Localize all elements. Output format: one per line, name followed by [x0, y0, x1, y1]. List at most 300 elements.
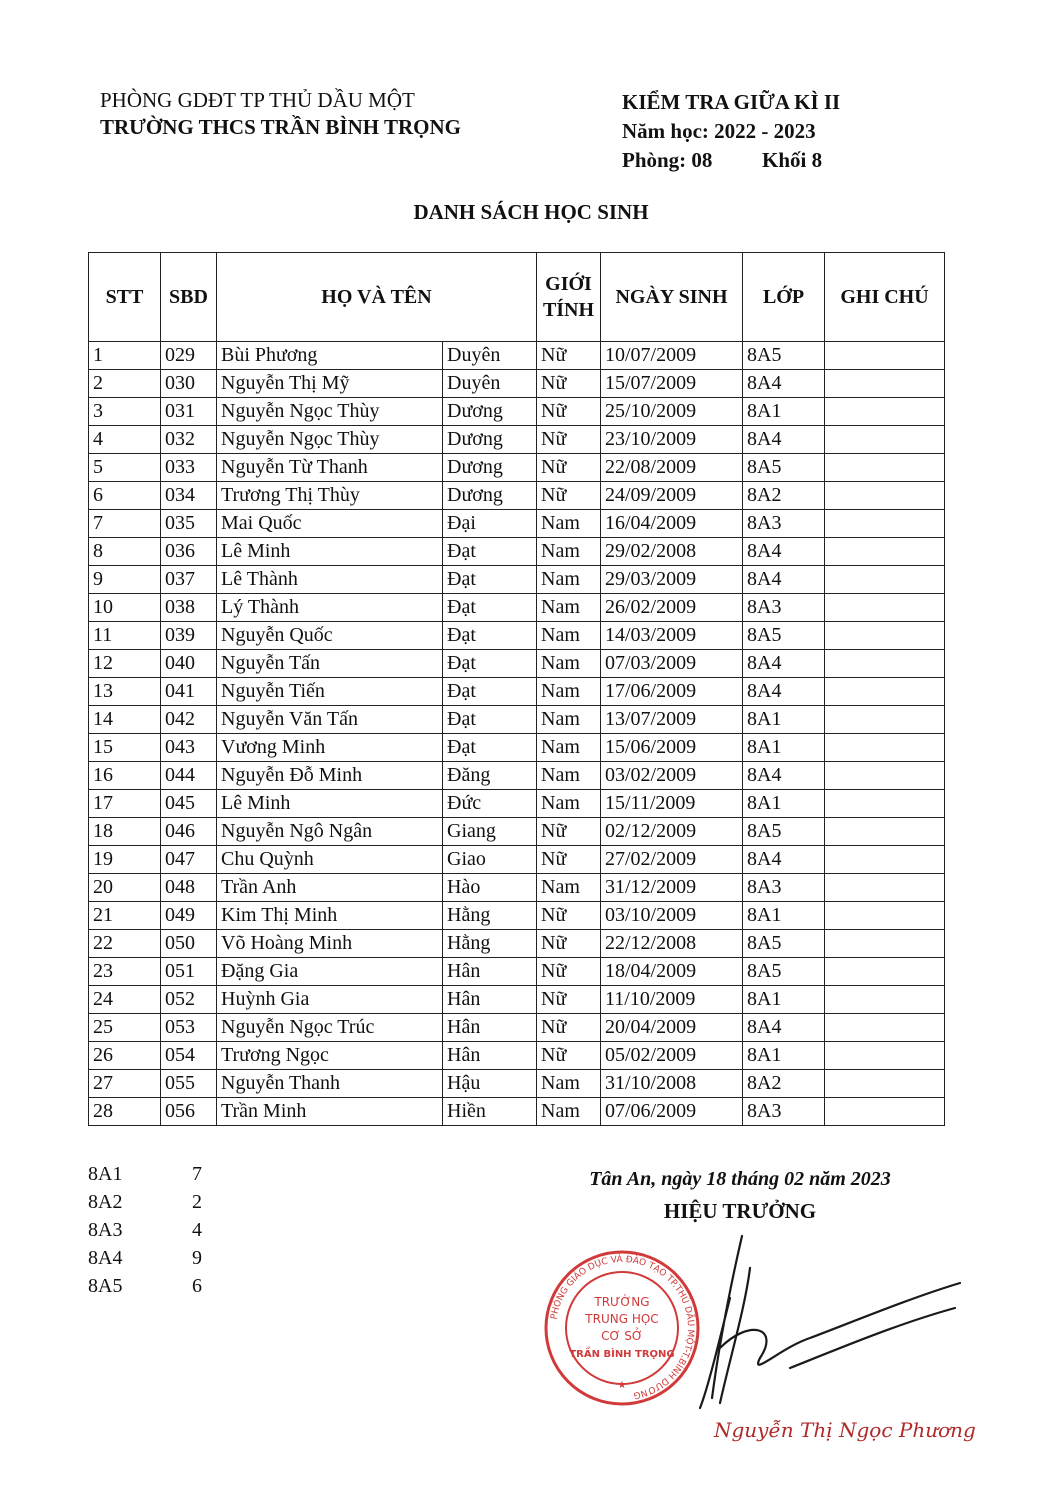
cell-given-name: Đạt	[443, 566, 537, 594]
cell-surname: Nguyễn Đỗ Minh	[217, 762, 443, 790]
table-row	[89, 874, 945, 902]
cell-class: 8A5	[743, 818, 825, 846]
cell-stt: 7	[89, 510, 161, 538]
table-row	[89, 594, 945, 622]
cell-dob: 18/04/2009	[601, 958, 743, 986]
table-row	[89, 482, 945, 510]
cell-surname: Vương Minh	[217, 734, 443, 762]
cell-gender: Nam	[537, 510, 601, 538]
col-name: HỌ VÀ TÊN	[217, 253, 537, 342]
cell-surname: Huỳnh Gia	[217, 986, 443, 1014]
cell-sbd: 055	[161, 1070, 217, 1098]
cell-gender: Nữ	[537, 398, 601, 426]
cell-gender: Nữ	[537, 930, 601, 958]
stamp-line2: TRUNG HỌC	[585, 1312, 659, 1326]
cell-surname: Nguyễn Ngọc Thùy	[217, 398, 443, 426]
cell-sbd: 053	[161, 1014, 217, 1042]
cell-dob: 03/10/2009	[601, 902, 743, 930]
cell-sbd: 051	[161, 958, 217, 986]
cell-given-name: Đạt	[443, 594, 537, 622]
table-row	[89, 958, 945, 986]
cell-note	[825, 566, 945, 594]
cell-sbd: 049	[161, 902, 217, 930]
cell-surname: Kim Thị Minh	[217, 902, 443, 930]
cell-note	[825, 622, 945, 650]
cell-dob: 15/07/2009	[601, 370, 743, 398]
class-summary	[88, 1160, 202, 1300]
cell-gender: Nam	[537, 1070, 601, 1098]
student-rows	[89, 342, 945, 1126]
cell-gender: Nữ	[537, 482, 601, 510]
stamp-line3: CƠ SỞ	[601, 1329, 643, 1343]
table-row	[89, 650, 945, 678]
cell-sbd: 042	[161, 706, 217, 734]
summary-count: 2	[192, 1191, 202, 1213]
cell-stt: 19	[89, 846, 161, 874]
stamp-line1: TRƯỜNG	[594, 1295, 650, 1309]
cell-stt: 15	[89, 734, 161, 762]
col-sbd: SBD	[161, 253, 217, 342]
cell-given-name: Hào	[443, 874, 537, 902]
cell-note	[825, 734, 945, 762]
summary-class: 8A3	[88, 1219, 123, 1241]
cell-dob: 25/10/2009	[601, 398, 743, 426]
cell-note	[825, 1042, 945, 1070]
cell-sbd: 033	[161, 454, 217, 482]
cell-class: 8A4	[743, 846, 825, 874]
cell-class: 8A1	[743, 790, 825, 818]
summary-count: 4	[192, 1219, 202, 1241]
cell-surname: Trần Minh	[217, 1098, 443, 1126]
cell-note	[825, 846, 945, 874]
cell-sbd: 032	[161, 426, 217, 454]
cell-given-name: Hậu	[443, 1070, 537, 1098]
cell-surname: Lý Thành	[217, 594, 443, 622]
cell-given-name: Đại	[443, 510, 537, 538]
cell-dob: 05/02/2009	[601, 1042, 743, 1070]
cell-dob: 27/02/2009	[601, 846, 743, 874]
cell-class: 8A5	[743, 622, 825, 650]
cell-class: 8A3	[743, 594, 825, 622]
cell-sbd: 031	[161, 398, 217, 426]
table-row	[89, 566, 945, 594]
cell-gender: Nam	[537, 706, 601, 734]
cell-class: 8A3	[743, 510, 825, 538]
cell-dob: 20/04/2009	[601, 1014, 743, 1042]
table-row	[89, 622, 945, 650]
stamp-line4: TRẦN BÌNH TRỌNG	[569, 1349, 675, 1360]
department-name: PHÒNG GDĐT TP THỦ DẦU MỘT	[100, 88, 415, 112]
cell-surname: Nguyễn Từ Thanh	[217, 454, 443, 482]
school-year: Năm học: 2022 - 2023	[622, 119, 816, 143]
table-row	[89, 398, 945, 426]
cell-class: 8A1	[743, 902, 825, 930]
cell-class: 8A5	[743, 342, 825, 370]
cell-surname: Nguyễn Văn Tấn	[217, 706, 443, 734]
cell-note	[825, 454, 945, 482]
cell-surname: Nguyễn Tiến	[217, 678, 443, 706]
table-row	[89, 986, 945, 1014]
grade-label: Khối 8	[762, 148, 823, 172]
cell-class: 8A4	[743, 1014, 825, 1042]
cell-dob: 03/02/2009	[601, 762, 743, 790]
cell-note	[825, 650, 945, 678]
cell-note	[825, 818, 945, 846]
table-row	[89, 342, 945, 370]
cell-class: 8A4	[743, 650, 825, 678]
cell-stt: 22	[89, 930, 161, 958]
cell-given-name: Hằng	[443, 930, 537, 958]
cell-class: 8A5	[743, 454, 825, 482]
table-row	[89, 1042, 945, 1070]
cell-given-name: Dương	[443, 426, 537, 454]
cell-stt: 17	[89, 790, 161, 818]
principal-title: HIỆU TRƯỞNG	[663, 1199, 817, 1223]
student-table	[88, 252, 945, 1126]
cell-stt: 23	[89, 958, 161, 986]
room-grade-row	[622, 146, 840, 175]
cell-surname: Mai Quốc	[217, 510, 443, 538]
cell-gender: Nam	[537, 762, 601, 790]
summary-class: 8A4	[88, 1247, 123, 1269]
cell-dob: 10/07/2009	[601, 342, 743, 370]
cell-stt: 21	[89, 902, 161, 930]
cell-class: 8A4	[743, 370, 825, 398]
cell-surname: Đặng Gia	[217, 958, 443, 986]
cell-note	[825, 370, 945, 398]
cell-class: 8A5	[743, 930, 825, 958]
cell-dob: 14/03/2009	[601, 622, 743, 650]
cell-note	[825, 958, 945, 986]
cell-note	[825, 342, 945, 370]
cell-sbd: 044	[161, 762, 217, 790]
room-label: Phòng: 08	[622, 148, 713, 172]
cell-sbd: 043	[161, 734, 217, 762]
cell-sbd: 050	[161, 930, 217, 958]
cell-given-name: Giao	[443, 846, 537, 874]
table-row	[89, 370, 945, 398]
cell-given-name: Đăng	[443, 762, 537, 790]
cell-stt: 25	[89, 1014, 161, 1042]
summary-row	[88, 1160, 202, 1188]
cell-given-name: Đạt	[443, 734, 537, 762]
cell-class: 8A4	[743, 426, 825, 454]
cell-dob: 13/07/2009	[601, 706, 743, 734]
cell-stt: 12	[89, 650, 161, 678]
cell-note	[825, 1014, 945, 1042]
cell-gender: Nữ	[537, 958, 601, 986]
cell-gender: Nữ	[537, 342, 601, 370]
summary-row	[88, 1244, 202, 1272]
cell-gender: Nam	[537, 594, 601, 622]
cell-note	[825, 398, 945, 426]
cell-sbd: 038	[161, 594, 217, 622]
stamp-star: ★	[617, 1380, 627, 1391]
cell-class: 8A1	[743, 1042, 825, 1070]
cell-stt: 20	[89, 874, 161, 902]
col-note: GHI CHÚ	[825, 253, 945, 342]
summary-row	[88, 1272, 202, 1300]
stamp-arc-text: PHÒNG GIÁO DỤC VÀ ĐÀO TẠO TP.THỦ DẦU MỘT-T.BÌNH DƯƠNG	[549, 1254, 696, 1400]
cell-given-name: Giang	[443, 818, 537, 846]
cell-sbd: 047	[161, 846, 217, 874]
cell-note	[825, 874, 945, 902]
table-row	[89, 790, 945, 818]
cell-given-name: Hân	[443, 1014, 537, 1042]
cell-class: 8A3	[743, 1098, 825, 1126]
cell-dob: 16/04/2009	[601, 510, 743, 538]
cell-dob: 26/02/2009	[601, 594, 743, 622]
cell-stt: 5	[89, 454, 161, 482]
table-row	[89, 1070, 945, 1098]
cell-surname: Lê Minh	[217, 790, 443, 818]
cell-class: 8A3	[743, 874, 825, 902]
cell-given-name: Duyên	[443, 370, 537, 398]
cell-stt: 8	[89, 538, 161, 566]
cell-stt: 18	[89, 818, 161, 846]
cell-gender: Nữ	[537, 1014, 601, 1042]
summary-count: 7	[192, 1163, 202, 1185]
cell-surname: Nguyễn Ngô Ngân	[217, 818, 443, 846]
cell-stt: 4	[89, 426, 161, 454]
cell-given-name: Đạt	[443, 622, 537, 650]
cell-gender: Nam	[537, 734, 601, 762]
cell-surname: Lê Thành	[217, 566, 443, 594]
cell-class: 8A1	[743, 398, 825, 426]
cell-dob: 02/12/2009	[601, 818, 743, 846]
cell-gender: Nam	[537, 678, 601, 706]
handwritten-signature	[690, 1228, 970, 1428]
table-row	[89, 846, 945, 874]
summary-class: 8A2	[88, 1191, 123, 1213]
cell-given-name: Dương	[443, 398, 537, 426]
cell-given-name: Đức	[443, 790, 537, 818]
cell-given-name: Hằng	[443, 902, 537, 930]
cell-sbd: 048	[161, 874, 217, 902]
cell-given-name: Đạt	[443, 538, 537, 566]
cell-sbd: 039	[161, 622, 217, 650]
cell-surname: Trần Anh	[217, 874, 443, 902]
table-row	[89, 510, 945, 538]
header-right	[622, 88, 840, 175]
cell-stt: 28	[89, 1098, 161, 1126]
cell-dob: 23/10/2009	[601, 426, 743, 454]
cell-dob: 29/03/2009	[601, 566, 743, 594]
cell-sbd: 040	[161, 650, 217, 678]
cell-given-name: Hiền	[443, 1098, 537, 1126]
cell-class: 8A5	[743, 958, 825, 986]
cell-dob: 29/02/2008	[601, 538, 743, 566]
cell-surname: Chu Quỳnh	[217, 846, 443, 874]
cell-class: 8A2	[743, 1070, 825, 1098]
cell-stt: 9	[89, 566, 161, 594]
exam-title: KIỂM TRA GIỮA KÌ II	[622, 90, 841, 114]
cell-dob: 11/10/2009	[601, 986, 743, 1014]
cell-dob: 31/10/2008	[601, 1070, 743, 1098]
cell-stt: 26	[89, 1042, 161, 1070]
cell-dob: 15/06/2009	[601, 734, 743, 762]
cell-gender: Nam	[537, 874, 601, 902]
cell-sbd: 035	[161, 510, 217, 538]
cell-stt: 14	[89, 706, 161, 734]
col-class: LỚP	[743, 253, 825, 342]
cell-dob: 31/12/2009	[601, 874, 743, 902]
table-row	[89, 426, 945, 454]
summary-class: 8A5	[88, 1275, 123, 1297]
cell-surname: Lê Minh	[217, 538, 443, 566]
school-stamp	[542, 1248, 702, 1408]
cell-gender: Nam	[537, 538, 601, 566]
cell-given-name: Duyên	[443, 342, 537, 370]
cell-gender: Nữ	[537, 426, 601, 454]
cell-surname: Nguyễn Ngọc Trúc	[217, 1014, 443, 1042]
cell-sbd: 054	[161, 1042, 217, 1070]
cell-note	[825, 510, 945, 538]
cell-gender: Nam	[537, 650, 601, 678]
cell-class: 8A1	[743, 706, 825, 734]
cell-note	[825, 706, 945, 734]
school-name: TRƯỜNG THCS TRẦN BÌNH TRỌNG	[100, 115, 461, 139]
col-gender-line1: GIỚI	[545, 273, 592, 295]
cell-class: 8A1	[743, 986, 825, 1014]
cell-gender: Nữ	[537, 902, 601, 930]
cell-stt: 6	[89, 482, 161, 510]
cell-gender: Nữ	[537, 818, 601, 846]
cell-stt: 27	[89, 1070, 161, 1098]
cell-sbd: 034	[161, 482, 217, 510]
cell-dob: 22/08/2009	[601, 454, 743, 482]
page-title: DANH SÁCH HỌC SINH	[413, 200, 649, 224]
cell-given-name: Đạt	[443, 650, 537, 678]
cell-stt: 1	[89, 342, 161, 370]
cell-note	[825, 1070, 945, 1098]
cell-class: 8A4	[743, 762, 825, 790]
col-gender-line2: TÍNH	[542, 299, 595, 321]
cell-dob: 22/12/2008	[601, 930, 743, 958]
place-date: Tân An, ngày 18 tháng 02 năm 2023	[589, 1168, 891, 1190]
cell-sbd: 052	[161, 986, 217, 1014]
cell-gender: Nữ	[537, 454, 601, 482]
table-row	[89, 1014, 945, 1042]
cell-note	[825, 902, 945, 930]
cell-given-name: Hân	[443, 986, 537, 1014]
cell-surname: Trương Thị Thùy	[217, 482, 443, 510]
cell-sbd: 041	[161, 678, 217, 706]
cell-note	[825, 678, 945, 706]
cell-sbd: 046	[161, 818, 217, 846]
cell-surname: Trương Ngọc	[217, 1042, 443, 1070]
cell-given-name: Hân	[443, 958, 537, 986]
cell-surname: Nguyễn Ngọc Thùy	[217, 426, 443, 454]
table-row	[89, 818, 945, 846]
cell-note	[825, 762, 945, 790]
cell-surname: Võ Hoàng Minh	[217, 930, 443, 958]
cell-note	[825, 986, 945, 1014]
cell-given-name: Dương	[443, 454, 537, 482]
table-row	[89, 734, 945, 762]
cell-surname: Nguyễn Thị Mỹ	[217, 370, 443, 398]
signature-block	[560, 1168, 920, 1224]
table-row	[89, 1098, 945, 1126]
col-stt: STT	[89, 253, 161, 342]
cell-stt: 24	[89, 986, 161, 1014]
cell-stt: 13	[89, 678, 161, 706]
col-dob: NGÀY SINH	[601, 253, 743, 342]
summary-class: 8A1	[88, 1163, 123, 1185]
cell-sbd: 029	[161, 342, 217, 370]
cell-surname: Bùi Phương	[217, 342, 443, 370]
cell-note	[825, 426, 945, 454]
cell-class: 8A4	[743, 538, 825, 566]
cell-given-name: Đạt	[443, 706, 537, 734]
table-row	[89, 538, 945, 566]
cell-given-name: Dương	[443, 482, 537, 510]
cell-note	[825, 930, 945, 958]
cell-note	[825, 538, 945, 566]
cell-dob: 15/11/2009	[601, 790, 743, 818]
cell-stt: 11	[89, 622, 161, 650]
summary-row	[88, 1216, 202, 1244]
table-row	[89, 762, 945, 790]
summary-row	[88, 1188, 202, 1216]
table-row	[89, 902, 945, 930]
table-header-row	[89, 253, 945, 342]
cell-class: 8A1	[743, 734, 825, 762]
table-row	[89, 930, 945, 958]
cell-dob: 24/09/2009	[601, 482, 743, 510]
cell-gender: Nam	[537, 790, 601, 818]
cell-gender: Nữ	[537, 986, 601, 1014]
table-row	[89, 678, 945, 706]
cell-gender: Nữ	[537, 370, 601, 398]
cell-surname: Nguyễn Thanh	[217, 1070, 443, 1098]
cell-note	[825, 594, 945, 622]
cell-sbd: 036	[161, 538, 217, 566]
cell-class: 8A4	[743, 566, 825, 594]
cell-surname: Nguyễn Tấn	[217, 650, 443, 678]
cell-surname: Nguyễn Quốc	[217, 622, 443, 650]
cell-gender: Nam	[537, 622, 601, 650]
cell-given-name: Đạt	[443, 678, 537, 706]
cell-note	[825, 1098, 945, 1126]
summary-count: 6	[192, 1275, 202, 1297]
cell-sbd: 037	[161, 566, 217, 594]
cell-dob: 07/06/2009	[601, 1098, 743, 1126]
cell-sbd: 030	[161, 370, 217, 398]
table-row	[89, 454, 945, 482]
cell-stt: 2	[89, 370, 161, 398]
cell-dob: 17/06/2009	[601, 678, 743, 706]
cell-sbd: 056	[161, 1098, 217, 1126]
cell-gender: Nữ	[537, 1042, 601, 1070]
col-gender	[537, 253, 601, 342]
cell-note	[825, 790, 945, 818]
cell-class: 8A2	[743, 482, 825, 510]
cell-given-name: Hân	[443, 1042, 537, 1070]
cell-sbd: 045	[161, 790, 217, 818]
cell-stt: 10	[89, 594, 161, 622]
cell-stt: 3	[89, 398, 161, 426]
summary-count: 9	[192, 1247, 202, 1269]
table-row	[89, 706, 945, 734]
cell-class: 8A4	[743, 678, 825, 706]
signer-name: Nguyễn Thị Ngọc Phương	[714, 1418, 976, 1442]
cell-gender: Nam	[537, 566, 601, 594]
cell-note	[825, 482, 945, 510]
cell-stt: 16	[89, 762, 161, 790]
header-left	[100, 87, 461, 141]
cell-gender: Nam	[537, 1098, 601, 1126]
